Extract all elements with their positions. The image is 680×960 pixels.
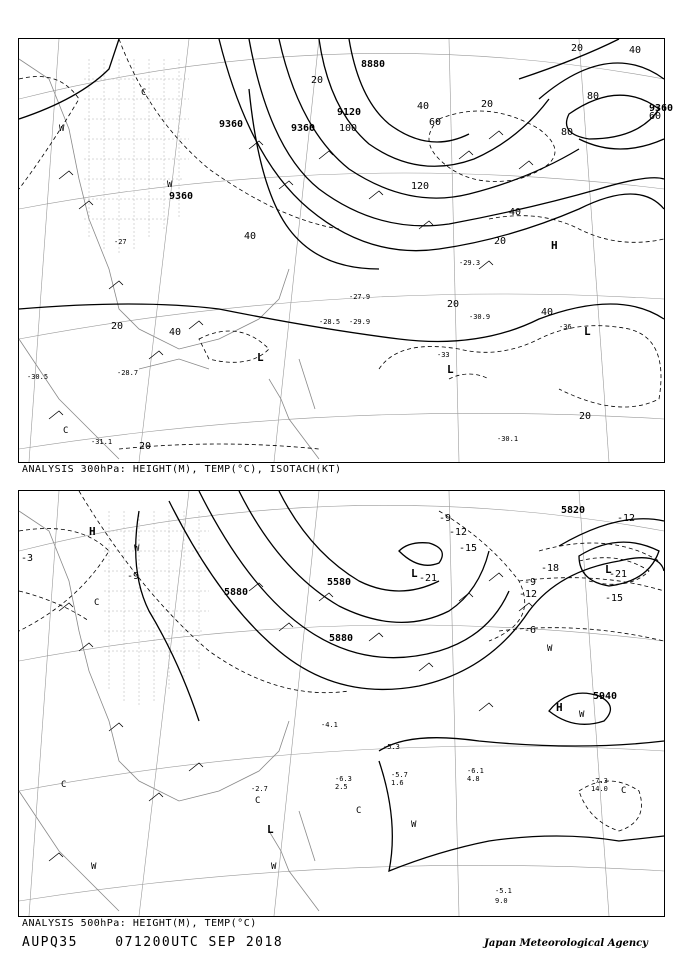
panel-500-caption: ANALYSIS 500hPa: HEIGHT(M), TEMP(°C) (22, 918, 257, 929)
isotach-label: 40 (629, 45, 642, 56)
map-500hpa-chart (19, 491, 664, 916)
warm-mark: W (411, 820, 417, 830)
warm-mark: W (91, 862, 97, 872)
isotach-label: 20 (579, 411, 592, 422)
panel-300-caption: ANALYSIS 300hPa: HEIGHT(M), TEMP(°C), ISOTACH(KT) (22, 464, 342, 475)
warm-mark: W (579, 710, 585, 720)
height-labels (224, 505, 617, 702)
low-center: L (267, 823, 274, 836)
temp-value: -31.1 (91, 438, 113, 446)
temp-value: -29.9 (349, 318, 371, 326)
isotherm-label: -3 (21, 553, 34, 564)
isotach-label: 40 (169, 327, 182, 338)
isotach-label: 60 (649, 111, 662, 122)
temp-value: -28.5 (319, 318, 341, 326)
temp-value: -27.9 (349, 293, 371, 301)
wind-barbs (49, 573, 533, 861)
air-mass-marks (59, 88, 173, 436)
height-label: 9360 (219, 119, 244, 130)
isotherm-label: -21 (419, 573, 438, 584)
cold-mark: C (94, 598, 100, 608)
cold-mark: C (141, 88, 147, 98)
isotherm-label: -12 (449, 527, 468, 538)
temp-value: 9.0 (495, 897, 508, 905)
isotherm-label: -15 (605, 593, 624, 604)
isotach-label: 100 (339, 123, 358, 134)
height-label: 9360 (291, 123, 316, 134)
air-mass-marks (61, 544, 626, 872)
hatch-area (104, 511, 209, 706)
temp-value: -28.7 (117, 369, 139, 377)
height-contours (136, 491, 664, 871)
warm-mark: W (167, 180, 173, 190)
isotach-label: 40 (417, 101, 430, 112)
temp-value: -4.1 (321, 721, 338, 729)
isotach-label: 20 (311, 75, 324, 86)
temp-value: 4.8 (467, 775, 480, 783)
isotherm-label: -21 (609, 569, 628, 580)
isotherm-label: -9 (439, 513, 452, 524)
high-center: H (551, 239, 558, 252)
height-label: 9360 (649, 103, 674, 114)
low-center: L (447, 363, 454, 376)
low-center: L (605, 563, 612, 576)
isotherm-label: -18 (541, 563, 560, 574)
height-label: 9120 (337, 107, 362, 118)
warm-mark: W (547, 644, 553, 654)
cold-mark: C (356, 806, 362, 816)
temp-value: -5.7 (391, 771, 408, 779)
isotach-label: 20 (494, 236, 507, 247)
agency-name: Japan Meteorological Agency (484, 938, 648, 949)
height-label: 5820 (561, 505, 586, 516)
height-label: 5880 (329, 633, 354, 644)
height-label: 5940 (593, 691, 618, 702)
map-500hpa (18, 490, 665, 917)
isotherm-label: -12 (617, 513, 636, 524)
chart-identifier (22, 935, 283, 950)
warm-mark: W (59, 124, 65, 134)
low-center: L (411, 567, 418, 580)
cold-mark: C (63, 426, 69, 436)
isotach-label: 80 (587, 91, 600, 102)
cold-mark: C (61, 780, 67, 790)
temp-value: -6.1 (467, 767, 484, 775)
isotach-label: 60 (429, 117, 442, 128)
isotach-label: 120 (411, 181, 430, 192)
isotach-label: 40 (541, 307, 554, 318)
isotach-label: 20 (139, 441, 152, 452)
graticule (19, 39, 664, 462)
temp-value: -2.7 (251, 785, 268, 793)
temp-value: -6.3 (335, 775, 352, 783)
isotherm-label: -9 (524, 577, 537, 588)
valid-time: 071200UTC SEP 2018 (115, 935, 284, 950)
temp-value: -7.3 (591, 777, 608, 785)
height-label: 9360 (169, 191, 194, 202)
temp-value: -27 (114, 238, 127, 246)
warm-mark: W (271, 862, 277, 872)
cold-mark: C (255, 796, 261, 806)
temp-value: 2.5 (335, 783, 348, 791)
isotherm-label: -9 (127, 571, 140, 582)
low-center: L (584, 325, 591, 338)
height-label: 8880 (361, 59, 386, 70)
temp-value: -30.5 (27, 373, 49, 381)
temp-value: -30.9 (469, 313, 491, 321)
warm-mark: W (134, 544, 140, 554)
map-300hpa-chart (19, 39, 674, 462)
temp-value: -33 (437, 351, 450, 359)
isotach-label: 20 (111, 321, 124, 332)
temp-value: -36 (559, 323, 572, 331)
isotherm-label: -12 (519, 589, 538, 600)
cold-mark: C (621, 786, 627, 796)
temp-value: 1.6 (391, 779, 404, 787)
isotach-label: 40 (244, 231, 257, 242)
high-center: H (556, 701, 563, 714)
isotherm-labels (21, 513, 635, 636)
temp-value: 14.0 (591, 785, 608, 793)
height-label: 5580 (327, 577, 352, 588)
isotach-label: 20 (571, 43, 584, 54)
height-label: 5880 (224, 587, 249, 598)
isotach-label: 20 (447, 299, 460, 310)
low-center: L (257, 351, 264, 364)
isotach-label: 20 (481, 99, 494, 110)
high-center: H (89, 525, 96, 538)
pressure-centers (89, 525, 612, 836)
isotherm-label: -6 (524, 625, 537, 636)
isotach-label: 80 (561, 127, 574, 138)
temp-plots (251, 721, 608, 905)
product-id: AUPQ35 (22, 935, 78, 950)
temp-value: -30.1 (497, 435, 519, 443)
hatch-area (84, 59, 189, 254)
temp-value: -5.1 (495, 887, 512, 895)
map-300hpa (18, 38, 674, 463)
isotherm-label: -15 (459, 543, 478, 554)
isotach-label: 40 (509, 207, 522, 218)
graticule (19, 491, 664, 916)
temp-value: -29.3 (459, 259, 481, 267)
temp-value: -5.3 (383, 743, 400, 751)
